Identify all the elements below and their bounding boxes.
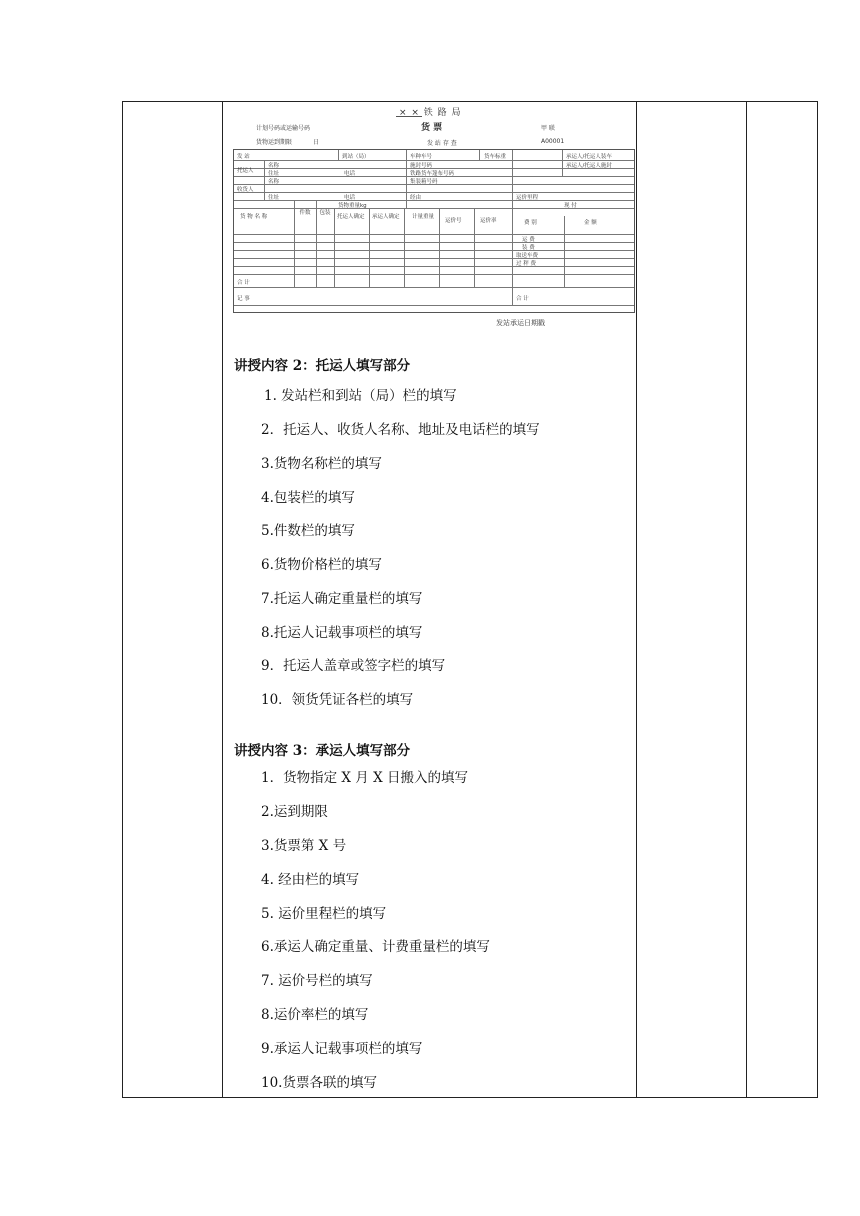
label-name: 名称 bbox=[268, 179, 280, 185]
label-phone: 电话 bbox=[344, 171, 356, 177]
label-fee2: 装 费 bbox=[522, 245, 535, 251]
section3-item: 1．货物指定 X 月 X 日搬入的填写 bbox=[261, 770, 468, 786]
label-sealing: 承运人/托运人施封 bbox=[566, 163, 612, 169]
section2-item: 2．托运人、收货人名称、地址及电话栏的填写 bbox=[261, 422, 540, 438]
section2-item: 1. 发站栏和到站（局）栏的填写 bbox=[264, 388, 457, 404]
label-rate: 运价率 bbox=[480, 218, 497, 224]
column-divider bbox=[222, 102, 223, 1097]
section2-item: 10．领货凭证各栏的填写 bbox=[261, 692, 414, 708]
section3-item: 3.货票第 X 号 bbox=[261, 838, 347, 854]
label-remarks: 记 事 bbox=[237, 296, 250, 302]
waybill-grid bbox=[233, 149, 635, 313]
label-distance: 运价里程 bbox=[516, 195, 539, 201]
label-rate-no: 运价号 bbox=[445, 218, 462, 224]
label-paid: 现 付 bbox=[564, 203, 577, 209]
section3-item: 5. 运价里程栏的填写 bbox=[261, 906, 387, 922]
label-subtotal: 合 计 bbox=[516, 296, 529, 302]
label-car-type: 车种车号 bbox=[410, 154, 433, 160]
copy-label: 甲 联 bbox=[541, 125, 555, 132]
section2-item: 3.货物名称栏的填写 bbox=[261, 456, 382, 472]
section2-item: 4.包装栏的填写 bbox=[261, 490, 355, 506]
label-seal-no: 施封号码 bbox=[410, 163, 433, 169]
section3-item: 10.货票各联的填写 bbox=[261, 1075, 377, 1091]
waybill-header bbox=[231, 102, 638, 152]
label-from-station: 发 站 bbox=[237, 154, 250, 160]
label-amount: 金 额 bbox=[584, 220, 597, 226]
label-via: 经由 bbox=[410, 195, 422, 201]
doc-title: 货 票 bbox=[421, 123, 443, 133]
label-total: 合 计 bbox=[237, 280, 250, 286]
label-address: 住址 bbox=[268, 171, 280, 177]
lesson-content-cell bbox=[224, 102, 636, 1097]
plan-no-label: 计划号码或运输号码 bbox=[256, 125, 311, 132]
transit-limit-label: 货物运到期限 bbox=[256, 139, 293, 146]
stamp-label: 发站承运日期戳 bbox=[496, 319, 545, 327]
label-name: 名称 bbox=[268, 163, 280, 169]
label-charged-weight: 计量重量 bbox=[412, 214, 435, 220]
label-consignee: 收货人 bbox=[237, 187, 254, 193]
section3-title: 讲授内容 3：承运人填写部分 bbox=[234, 743, 411, 759]
label-car-mark: 货车标重 bbox=[484, 154, 507, 160]
lesson-table bbox=[122, 101, 818, 1098]
section2-item: 8.托运人记载事项栏的填写 bbox=[261, 625, 423, 641]
label-tarp-no: 铁路货车篷布号码 bbox=[410, 171, 455, 177]
label-to-station: 到站（局） bbox=[342, 154, 370, 160]
label-loading: 承运人/托运人装车 bbox=[566, 154, 612, 160]
label-pickup: 取送车费 bbox=[516, 253, 539, 259]
label-freight: 运 费 bbox=[522, 237, 535, 243]
label-weight: 货物重量kg bbox=[338, 203, 367, 209]
section2-item: 6.货物价格栏的填写 bbox=[261, 557, 382, 573]
day-label: 日 bbox=[313, 139, 320, 146]
title-underline bbox=[396, 116, 422, 117]
label-packing: 包装 bbox=[319, 210, 331, 216]
label-container-no: 集装箱号码 bbox=[410, 179, 438, 185]
section3-item: 7. 运价号栏的填写 bbox=[261, 973, 373, 989]
label-address: 住址 bbox=[268, 195, 280, 201]
section2-item: 9．托运人盖章或签字栏的填写 bbox=[261, 658, 446, 674]
waybill-image bbox=[231, 102, 638, 330]
section3-item: 4. 经由栏的填写 bbox=[261, 872, 360, 888]
label-shipper: 托运人 bbox=[237, 168, 254, 174]
section2-title: 讲授内容 2：托运人填写部分 bbox=[234, 358, 411, 374]
section2-item: 5.件数栏的填写 bbox=[261, 523, 355, 539]
section3-item: 9.承运人记载事项栏的填写 bbox=[261, 1041, 423, 1057]
section3-item: 8.运价率栏的填写 bbox=[261, 1007, 369, 1023]
label-pieces: 件数 bbox=[299, 210, 311, 216]
label-phone: 电话 bbox=[344, 195, 356, 201]
column-divider bbox=[746, 102, 747, 1097]
bureau-title: × × 铁 路 局 bbox=[399, 108, 462, 118]
station-store-label: 发 站 存 查 bbox=[427, 140, 457, 147]
section2-item: 7.托运人确定重量栏的填写 bbox=[261, 591, 423, 607]
label-fee-type: 费 别 bbox=[524, 220, 537, 226]
section3-item: 6.承运人确定重量、计费重量栏的填写 bbox=[261, 939, 490, 955]
section3-item: 2.运到期限 bbox=[261, 804, 328, 820]
label-shipper-weight: 托运人确定 bbox=[337, 214, 365, 220]
serial-number: A00001 bbox=[541, 138, 565, 145]
label-carrier-weight: 承运人确定 bbox=[372, 214, 400, 220]
label-misc: 过 秤 费 bbox=[516, 261, 536, 267]
label-cargo-name: 货 物 名 称 bbox=[240, 214, 268, 220]
